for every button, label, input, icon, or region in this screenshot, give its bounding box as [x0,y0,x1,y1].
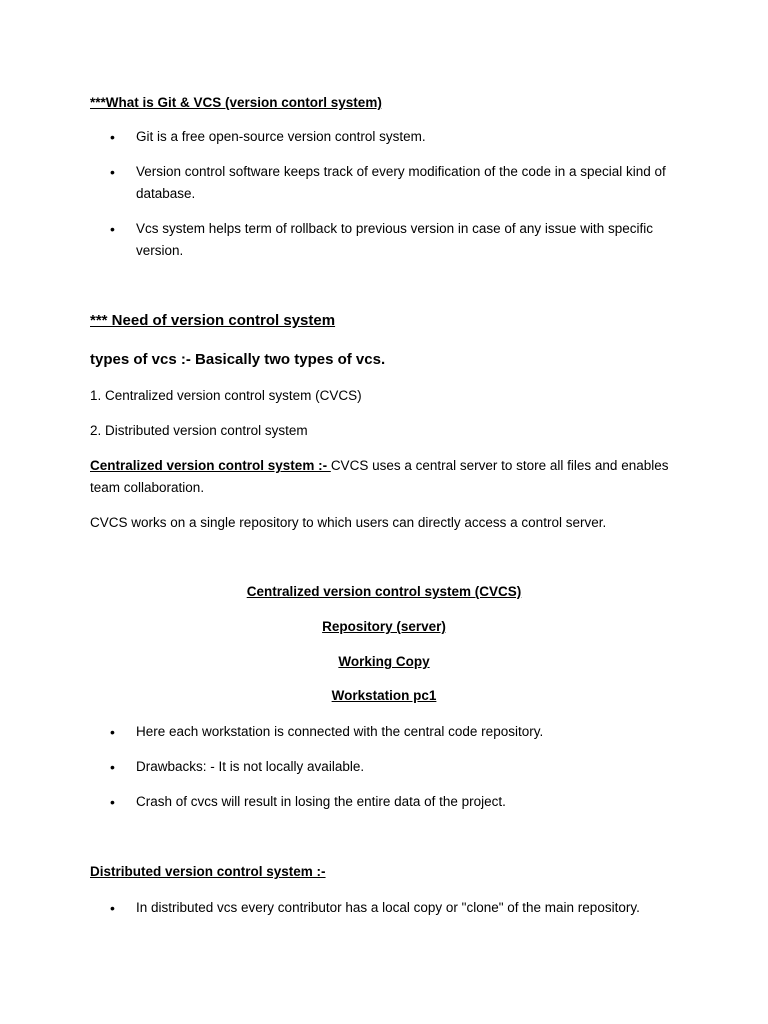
diagram-workstation: Workstation pc1 [331,688,437,703]
list-item-text: In distributed vcs every contributor has a local copy or "clone" of the main repository. [136,900,640,915]
diagram-title: Centralized version control system (CVCS) [246,584,522,599]
cvcs-definition [90,455,668,477]
bullet-icon [110,791,128,814]
list-item [110,126,670,148]
types-heading: types of vcs :- Basically two types of vcs. [90,351,386,368]
bullet-icon [110,721,128,744]
section-heading-distributed-vcs: Distributed version control system :- [90,864,326,879]
bullet-icon [110,161,128,184]
list-item-text: Here each workstation is connected with the central code repository. [136,724,544,739]
list-item-text: Drawbacks: - It is not locally available. [136,759,365,774]
type-item: 2. Distributed version control system [90,423,308,438]
cvcs-text-cont: team collaboration. [90,480,205,495]
cvcs-text: CVCS uses a central server to store all files and enables [330,458,669,473]
bullet-icon [110,218,128,241]
bullet-icon [110,126,128,149]
section-heading-need-of-vcs: *** Need of version control system [90,312,336,329]
cvcs-paragraph: CVCS works on a single repository to which users can directly access a control server. [90,515,607,530]
bullet-icon [110,756,128,779]
list-item-text: Git is a free open-source version control system. [136,129,426,144]
list-item-text: Vcs system helps term of rollback to previous version in case of any issue with specific version. [136,221,653,258]
list-item [110,161,670,205]
bullet-icon [110,897,128,920]
list-item [110,791,670,813]
list-item [110,721,670,743]
list-item-text: Version control software keeps track of every modification of the code in a special kind of database. [136,164,666,201]
diagram-repository: Repository (server) [322,619,446,634]
list-item [110,218,670,262]
cvcs-label: Centralized version control system :- [90,458,331,473]
list-item-text: Crash of cvcs will result in losing the entire data of the project. [136,794,506,809]
section-heading-what-is-git: ***What is Git & VCS (version contorl system) [90,95,382,110]
type-item: 1. Centralized version control system (CVCS) [90,388,362,403]
diagram-working-copy: Working Copy [338,654,430,669]
list-item [110,897,670,919]
list-item [110,756,670,778]
